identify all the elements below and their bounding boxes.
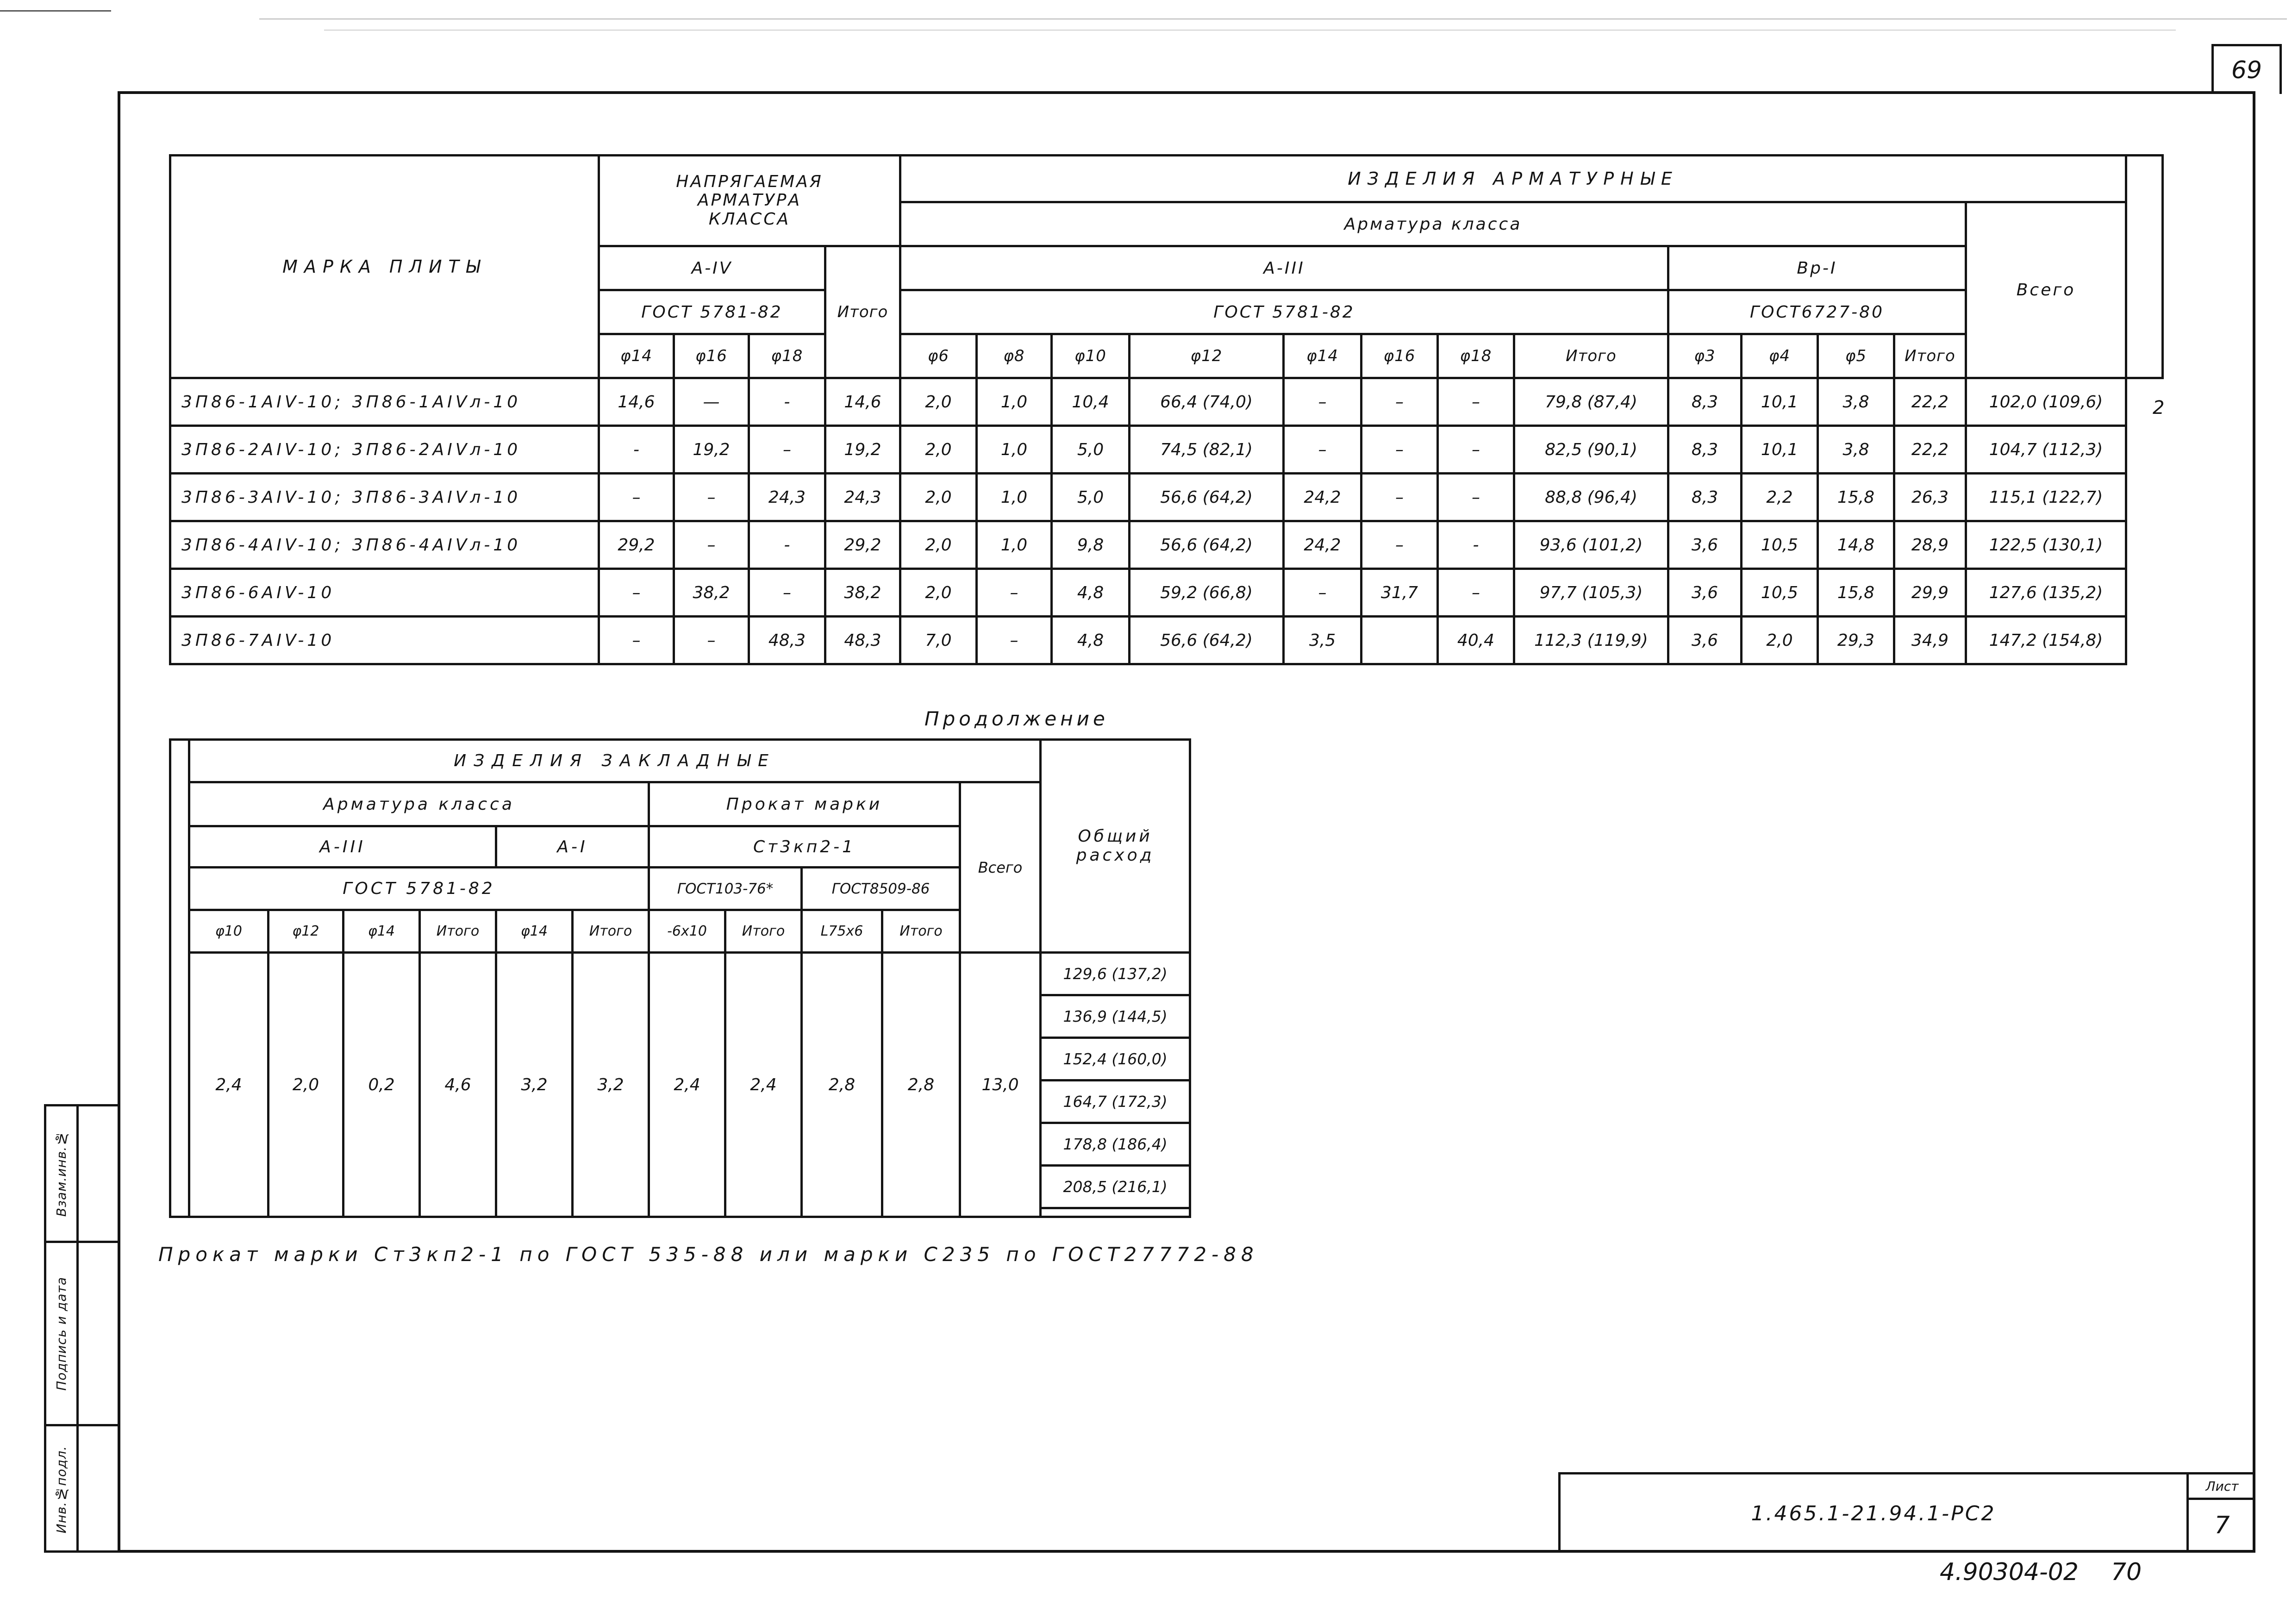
table-cell: 2,0	[900, 521, 977, 569]
stamp-field	[46, 1243, 76, 1424]
header-row	[170, 156, 2163, 202]
header-diameter: φ8	[977, 334, 1052, 378]
table-cell: 1,0	[977, 521, 1052, 569]
header-diameter: φ5	[1818, 334, 1894, 378]
reinforcement-table	[169, 154, 2164, 665]
header-diameter: φ4	[1742, 334, 1818, 378]
plate-mark: 3П86-6АIV-10	[170, 569, 599, 617]
stamp-original-inventory: Инв.№подл.	[54, 1445, 69, 1534]
table-cell: 3,2	[573, 953, 649, 1217]
table-cell: –	[674, 521, 749, 569]
header-gost-rebar: ГОСТ 5781-82	[189, 868, 649, 910]
table-row	[170, 521, 2163, 569]
table-cell: 122,5 (130,1)	[1966, 521, 2126, 569]
header-diameter: Итого	[420, 910, 496, 953]
table-cell: –	[674, 474, 749, 521]
table-cell: –	[1284, 569, 1361, 617]
header-diameter: φ14	[1284, 334, 1361, 378]
table-cell: –	[674, 617, 749, 664]
table-row	[170, 378, 2163, 426]
overall-consumption-cell	[1041, 953, 1190, 1217]
stamp-signature-date: Подпись и дата	[54, 1276, 69, 1391]
table-cell: 102,0 (109,6)	[1966, 378, 2126, 426]
sheet-label: Лист	[2189, 1474, 2255, 1500]
table-cell: 13,0	[960, 953, 1041, 1217]
table-cell: 4,6	[420, 953, 496, 1217]
sheet-box	[2186, 1474, 2255, 1553]
document-code: 1.465.1-21.94.1-РС2	[1751, 1502, 1996, 1525]
table-cell: 3,8	[1818, 378, 1894, 426]
table-cell: 2,8	[882, 953, 960, 1217]
table-cell: 10,1	[1742, 378, 1818, 426]
table-cell: 104,7 (112,3)	[1966, 426, 2126, 474]
plate-mark: 3П86-4АIV-10; 3П86-4АIVл-10	[170, 521, 599, 569]
header-diameter: φ14	[599, 334, 674, 378]
table-cell: 26,3	[1894, 474, 1966, 521]
table-cell: 8,3	[1668, 378, 1742, 426]
table-cell: 8,3	[1668, 426, 1742, 474]
header-prestressed-line: АРМАТУРА	[697, 191, 802, 210]
header-diameter: φ6	[900, 334, 977, 378]
table-cell: 29,2	[825, 521, 900, 569]
table-cell: 15,8	[1818, 569, 1894, 617]
overall-value: 129,6 (137,2)	[1042, 954, 1189, 996]
table-cell: -	[749, 378, 825, 426]
header-diameter: φ14	[496, 910, 573, 953]
plate-mark: 3П86-3АIV-10; 3П86-3АIVл-10	[170, 474, 599, 521]
table-cell: –	[749, 426, 825, 474]
header-gost-angle: ГОСТ8509-86	[802, 868, 960, 910]
header-rebar-class: Арматура класса	[900, 202, 1966, 246]
table-cell: 2,0	[900, 378, 977, 426]
table-cell: 79,8 (87,4)	[1514, 378, 1668, 426]
footnote: Прокат марки Ст3кп2-1 по ГОСТ 535-88 или марки С235 по ГОСТ27772-88	[158, 1243, 1259, 1266]
header-gost-a4: ГОСТ 5781-82	[599, 290, 825, 334]
table-cell: 14,6	[825, 378, 900, 426]
table-cell: 29,3	[1818, 617, 1894, 664]
header-steel-grade: Ст3кп2-1	[649, 826, 960, 868]
table2-body	[170, 740, 1190, 1217]
table-cell: 40,4	[1438, 617, 1514, 664]
table-cell: 31,7	[1361, 569, 1438, 617]
header-diameter: Итого	[573, 910, 649, 953]
header-row	[170, 782, 1190, 826]
table-cell: 10,4	[1052, 378, 1130, 426]
table-cell: 14,8	[1818, 521, 1894, 569]
archive-page: 70	[2111, 1558, 2142, 1586]
stamp-field	[46, 1426, 76, 1553]
table-cell: 3,6	[1668, 617, 1742, 664]
table-cell: 5,0	[1052, 474, 1130, 521]
table-cell: 34,9	[1894, 617, 1966, 664]
table-cell: 56,6 (64,2)	[1130, 617, 1284, 664]
table-cell: 5,0	[1052, 426, 1130, 474]
header-gost-strip: ГОСТ103-76*	[649, 868, 802, 910]
table-cell: 147,2 (154,8)	[1966, 617, 2126, 664]
table-cell: 56,6 (64,2)	[1130, 521, 1284, 569]
header-class-a1: А-I	[496, 826, 649, 868]
left-stamp	[44, 1104, 118, 1553]
table-cell: –	[1438, 426, 1514, 474]
table-cell: 10,5	[1742, 521, 1818, 569]
table-cell: 93,6 (101,2)	[1514, 521, 1668, 569]
continuation-title: Продолжение	[924, 707, 1109, 730]
table-cell: 3,6	[1668, 521, 1742, 569]
table-cell: 3,2	[496, 953, 573, 1217]
page-number: 69	[2211, 44, 2282, 94]
header-diameter: Итого	[725, 910, 802, 953]
table-cell: –	[977, 617, 1052, 664]
overall-value: 152,4 (160,0)	[1042, 1039, 1189, 1081]
table-cell: 9,8	[1052, 521, 1130, 569]
header-diameter: φ12	[269, 910, 343, 953]
values-row	[170, 953, 1190, 1217]
header-diameter: L75x6	[802, 910, 882, 953]
table-cell: 19,2	[674, 426, 749, 474]
table-cell: –	[1284, 378, 1361, 426]
table-cell: –	[1361, 521, 1438, 569]
plate-mark: 3П86-2АIV-10; 3П86-2АIVл-10	[170, 426, 599, 474]
table-cell: 38,2	[825, 569, 900, 617]
header-diameter: φ3	[1668, 334, 1742, 378]
table-cell: –	[599, 569, 674, 617]
table-cell: 22,2	[1894, 426, 1966, 474]
table-row	[170, 426, 2163, 474]
header-gost-vr1: ГОСТ6727-80	[1668, 290, 1966, 334]
table-row	[170, 617, 2163, 664]
table-cell: 2,4	[725, 953, 802, 1217]
scan-artifact-line	[0, 10, 111, 12]
table-cell: 1,0	[977, 426, 1052, 474]
table-cell: 22,2	[1894, 378, 1966, 426]
table-cell: -	[1438, 521, 1514, 569]
sheet-number: 7	[2214, 1512, 2230, 1539]
embedded-items-table	[169, 738, 1191, 1218]
table-cell: 127,6 (135,2)	[1966, 569, 2126, 617]
table-cell: –	[1361, 426, 1438, 474]
table-cell: 112,3 (119,9)	[1514, 617, 1668, 664]
table-cell: 15,8	[1818, 474, 1894, 521]
header-diameter: φ10	[189, 910, 269, 953]
margin-mark: 2	[2153, 397, 2165, 418]
table-cell: 38,2	[674, 569, 749, 617]
table-cell: —	[674, 378, 749, 426]
table-cell: 2,4	[189, 953, 269, 1217]
table-cell: 28,9	[1894, 521, 1966, 569]
stamp-replaced-inventory: Взам.инв.№	[54, 1130, 69, 1217]
overall-value: 208,5 (216,1)	[1042, 1167, 1189, 1209]
table-cell: –	[1438, 474, 1514, 521]
table-cell: –	[1438, 569, 1514, 617]
table-cell: 56,6 (64,2)	[1130, 474, 1284, 521]
header-embedded-items: ИЗДЕЛИЯ ЗАКЛАДНЫЕ	[189, 740, 1041, 782]
margin-column	[2126, 156, 2163, 378]
header-overall-consumption	[1041, 740, 1190, 953]
header-diameter: Итого	[1894, 334, 1966, 378]
table1-header	[170, 156, 2163, 378]
table-cell	[1361, 617, 1438, 664]
table-cell: 2,2	[1742, 474, 1818, 521]
table-cell: 2,8	[802, 953, 882, 1217]
table-cell: 29,9	[1894, 569, 1966, 617]
table-cell: 10,1	[1742, 426, 1818, 474]
table-cell: 2,4	[649, 953, 725, 1217]
header-prestressed-line: НАПРЯГАЕМАЯ	[676, 172, 823, 192]
table-cell: 24,3	[749, 474, 825, 521]
header-reinforcement-products: ИЗДЕЛИЯ АРМАТУРНЫЕ	[900, 156, 2126, 202]
table-cell: -	[599, 426, 674, 474]
plate-mark: 3П86-7АIV-10	[170, 617, 599, 664]
table-cell: –	[977, 569, 1052, 617]
table-row	[170, 569, 2163, 617]
header-prestressed	[599, 156, 900, 246]
header-rolled-grade: Прокат марки	[649, 782, 960, 826]
stamp-divider	[76, 1106, 79, 1550]
header-overall-line: расход	[1076, 845, 1155, 865]
table-cell: 1,0	[977, 378, 1052, 426]
header-prestressed-line: КЛАССА	[708, 209, 791, 229]
header-diameter: φ16	[1361, 334, 1438, 378]
table-cell: 2,0	[1742, 617, 1818, 664]
table-cell: 2,0	[900, 474, 977, 521]
table-cell: 3,8	[1818, 426, 1894, 474]
table-cell: 2,0	[900, 569, 977, 617]
table-cell: 0,2	[343, 953, 420, 1217]
table-cell: -	[749, 521, 825, 569]
header-total: Всего	[960, 782, 1041, 953]
header-diameter: φ18	[749, 334, 825, 378]
header-row	[170, 740, 1190, 782]
table-cell: –	[1361, 474, 1438, 521]
table-row	[170, 474, 2163, 521]
scan-artifact-line	[324, 30, 2176, 31]
header-a4-total: Итого	[825, 246, 900, 378]
table-cell: 10,5	[1742, 569, 1818, 617]
header-class-a3: А-III	[189, 826, 496, 868]
header-diameter: Итого	[1514, 334, 1668, 378]
plate-mark: 3П86-1АIV-10; 3П86-1АIVл-10	[170, 378, 599, 426]
title-block	[1558, 1472, 2255, 1553]
header-rebar-class: Арматура класса	[189, 782, 649, 826]
table-cell: 115,1 (122,7)	[1966, 474, 2126, 521]
overall-value: 136,9 (144,5)	[1042, 996, 1189, 1039]
table-cell: 3,5	[1284, 617, 1361, 664]
table-cell: 24,2	[1284, 521, 1361, 569]
table-cell: 48,3	[749, 617, 825, 664]
header-class-a4: А-IV	[599, 246, 825, 290]
overall-value: 178,8 (186,4)	[1042, 1124, 1189, 1167]
table-cell: 88,8 (96,4)	[1514, 474, 1668, 521]
table-cell: 48,3	[825, 617, 900, 664]
table-cell: 82,5 (90,1)	[1514, 426, 1668, 474]
header-plate-mark: МАРКА ПЛИТЫ	[170, 156, 599, 378]
table-cell: –	[1361, 378, 1438, 426]
table-cell: 29,2	[599, 521, 674, 569]
table-cell: 24,2	[1284, 474, 1361, 521]
table-cell: 74,5 (82,1)	[1130, 426, 1284, 474]
table-cell: 7,0	[900, 617, 977, 664]
table-cell: 19,2	[825, 426, 900, 474]
table-cell: –	[599, 474, 674, 521]
table-cell: 3,6	[1668, 569, 1742, 617]
table-cell: 59,2 (66,8)	[1130, 569, 1284, 617]
header-overall-line: Общий	[1078, 827, 1153, 846]
header-diameter: φ10	[1052, 334, 1130, 378]
header-grand-total: Всего	[1966, 202, 2126, 378]
table-cell: 1,0	[977, 474, 1052, 521]
archive-number: 4.90304-02	[1940, 1558, 2079, 1586]
header-diameter: -6x10	[649, 910, 725, 953]
header-diameter: φ16	[674, 334, 749, 378]
header-diameter: φ18	[1438, 334, 1514, 378]
table-cell: 97,7 (105,3)	[1514, 569, 1668, 617]
header-class-vr1: Вр-I	[1668, 246, 1966, 290]
margin-column	[170, 740, 189, 1217]
table-cell: 2,0	[269, 953, 343, 1217]
table-cell: 24,3	[825, 474, 900, 521]
table-cell: –	[749, 569, 825, 617]
table-cell: 66,4 (74,0)	[1130, 378, 1284, 426]
header-diameter: φ14	[343, 910, 420, 953]
header-class-a3: А-III	[900, 246, 1668, 290]
table-cell: 2,0	[900, 426, 977, 474]
header-diameter: Итого	[882, 910, 960, 953]
table1-body	[170, 378, 2163, 664]
table-cell: 4,8	[1052, 617, 1130, 664]
header-diameter: φ12	[1130, 334, 1284, 378]
stamp-field	[46, 1106, 76, 1241]
table-cell: –	[1438, 378, 1514, 426]
table-cell: 8,3	[1668, 474, 1742, 521]
header-gost-a3: ГОСТ 5781-82	[900, 290, 1668, 334]
table-cell: –	[1284, 426, 1361, 474]
overall-value: 164,7 (172,3)	[1042, 1081, 1189, 1124]
table-cell: 14,6	[599, 378, 674, 426]
table-cell: –	[599, 617, 674, 664]
table-cell: 4,8	[1052, 569, 1130, 617]
